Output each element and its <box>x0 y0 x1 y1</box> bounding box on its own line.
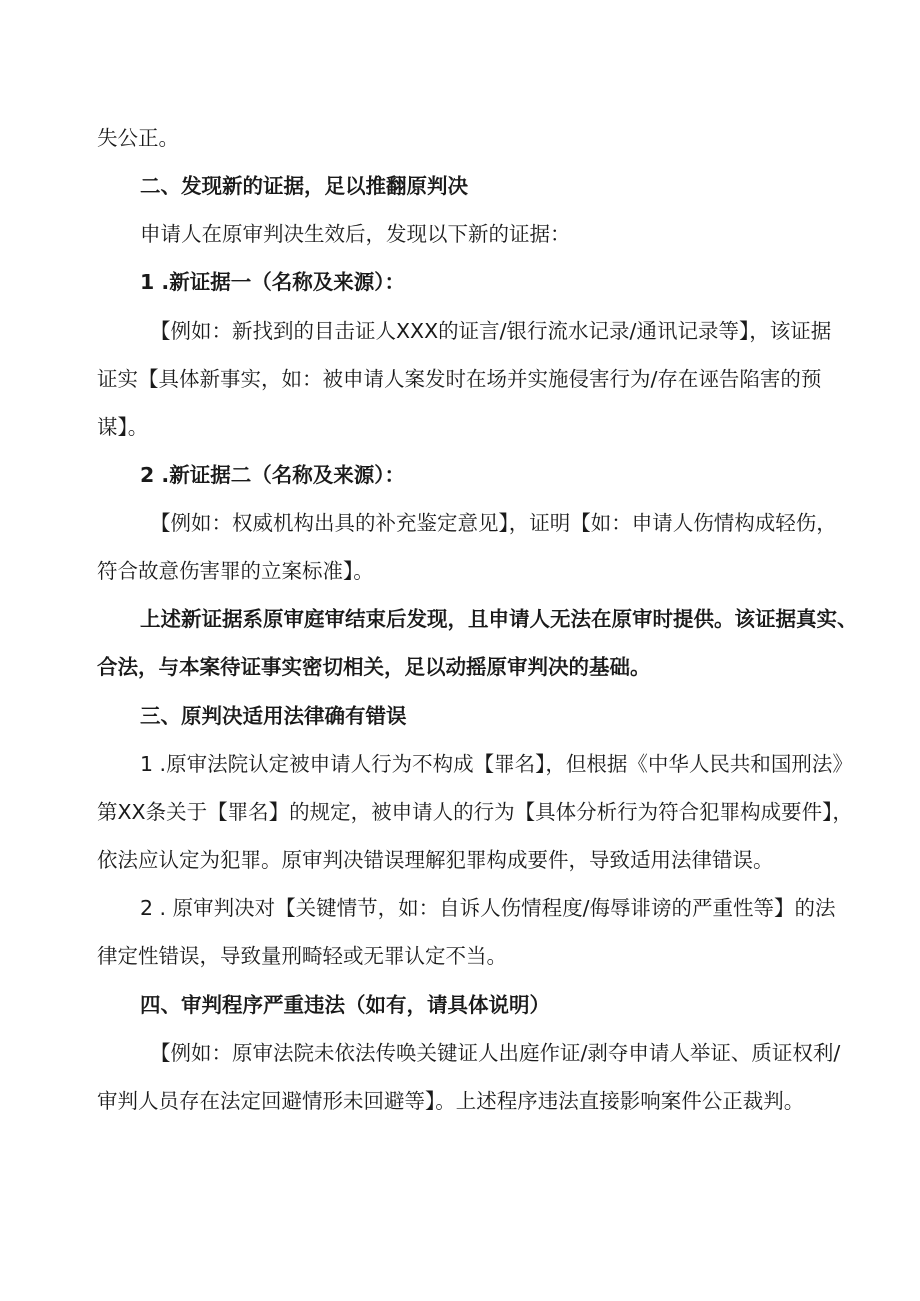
text-line: 依法应认定为犯罪。原审判决错误理解犯罪构成要件，导致适用法律错误。 <box>97 848 774 872</box>
text-line: 【例如：权威机构出具的补充鉴定意见】，证明【如：申请人伤情构成轻伤， <box>150 511 837 535</box>
text-line: 【例如：原审法院未依法传唤关键证人出庭作证/剥夺申请人举证、质证权利/ <box>150 1041 841 1065</box>
text-line: 1 .原审法院认定被申请人行为不构成【罪名】，但根据《中华人民共和国刑法》 <box>140 752 853 776</box>
text-line: 审判人员存在法定回避情形未回避等】。上述程序违法直接影响案件公正裁判。 <box>97 1089 805 1113</box>
bold-paragraph-line: 上述新证据系原审庭审结束后发现，且申请人无法在原审时提供。该证据真实、 <box>140 607 858 631</box>
text-line: 谋】。 <box>97 415 149 439</box>
sub-heading: 1 .新证据一（名称及来源）： <box>140 270 405 294</box>
text-line: 律定性错误，导致量刑畸轻或无罪认定不当。 <box>97 944 507 968</box>
text-line: 失公正。 <box>97 126 179 150</box>
text-line: 2 . 原审判决对【关键情节，如：自诉人伤情程度/侮辱诽谤的严重性等】的法 <box>140 896 836 920</box>
text-line: 第XX条关于【罪名】的规定，被申请人的行为【具体分析行为符合犯罪构成要件】， <box>97 800 853 824</box>
text-line: 符合故意伤害罪的立案标准】。 <box>97 559 374 583</box>
section-heading: 四、审判程序严重违法（如有，请具体说明） <box>140 993 550 1017</box>
sub-heading: 2 .新证据二（名称及来源）： <box>140 463 405 487</box>
section-heading: 二、发现新的证据，足以推翻原判决 <box>140 174 468 198</box>
section-heading: 三、原判决适用法律确有错误 <box>140 704 407 728</box>
text-line: 【例如：新找到的目击证人XXX的证言/银行流水记录/通讯记录等】，该证据 <box>150 319 832 343</box>
text-line: 申请人在原审判决生效后，发现以下新的证据： <box>140 222 571 246</box>
bold-paragraph-line: 合法，与本案待证事实密切相关，足以动摇原审判决的基础。 <box>97 655 651 679</box>
text-line: 证实【具体新事实，如：被申请人案发时在场并实施侵害行为/存在诬告陷害的预 <box>97 367 822 391</box>
